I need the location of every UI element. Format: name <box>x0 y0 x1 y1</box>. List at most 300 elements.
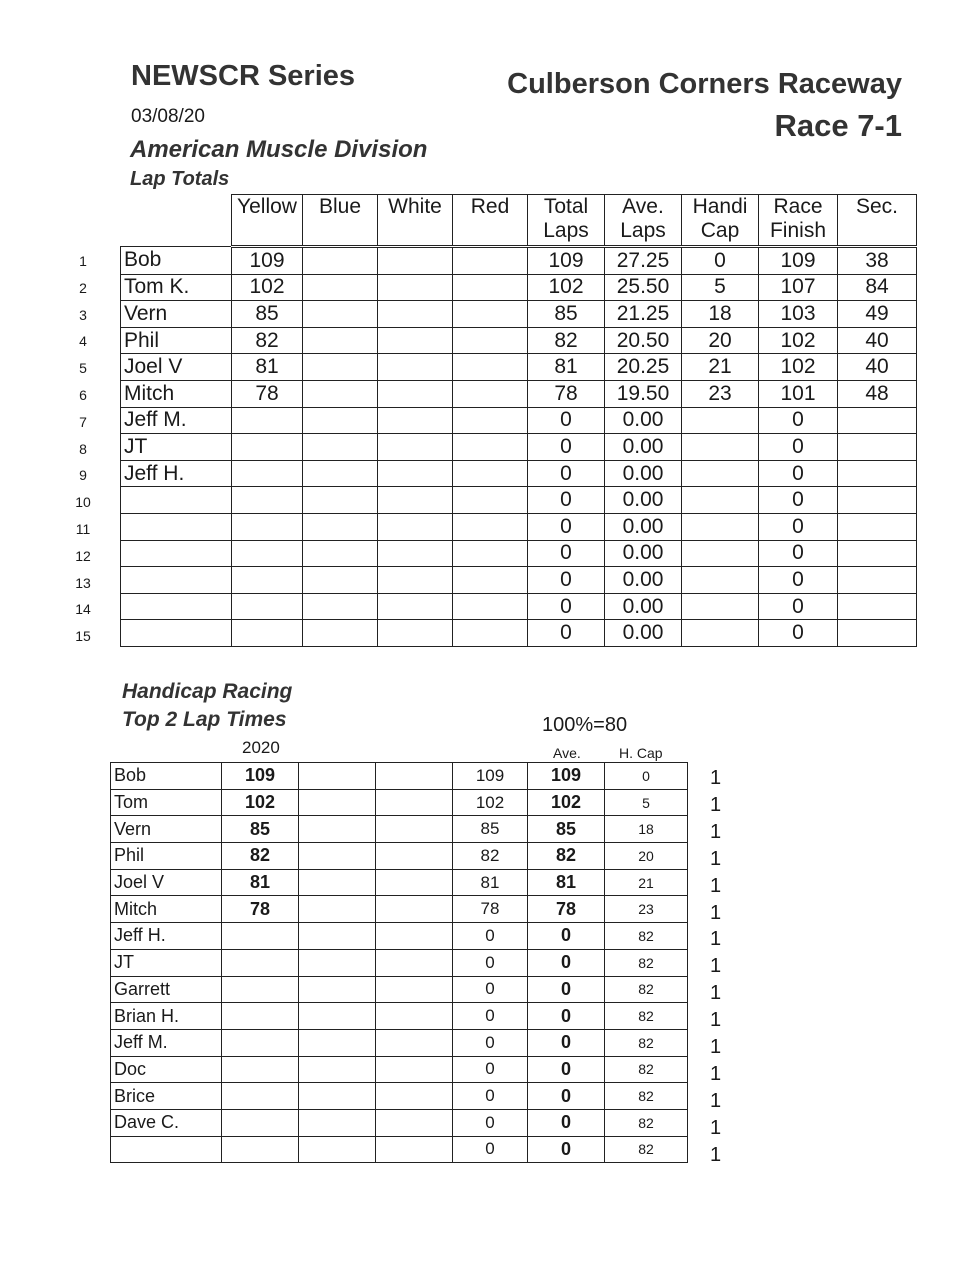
column-header <box>605 195 682 247</box>
cell-empty <box>376 1003 453 1030</box>
cell-ave: 0.00 <box>605 620 682 647</box>
cell-sec <box>838 407 917 434</box>
cell-hcap: 82 <box>605 1083 688 1110</box>
count-value: 1 <box>710 1116 722 1139</box>
cell-ave: 0.00 <box>605 487 682 514</box>
cell-blue <box>303 301 378 328</box>
cell-finish: 109 <box>759 247 838 275</box>
count-value: 1 <box>710 982 722 1005</box>
cell-hcap: 5 <box>605 789 688 816</box>
cell-finish: 0 <box>759 593 838 620</box>
cell-hcap: 20 <box>682 327 759 354</box>
cell-white <box>378 274 453 301</box>
cell-red <box>453 460 528 487</box>
table-row <box>121 567 917 594</box>
cell-name: Brian H. <box>111 1003 222 1030</box>
table-row <box>111 896 688 923</box>
cell-red <box>453 274 528 301</box>
cell-name <box>121 540 232 567</box>
cell-hcap <box>682 460 759 487</box>
cell-yellow <box>232 567 303 594</box>
cell-red <box>453 513 528 540</box>
cell-total: 0 <box>528 407 605 434</box>
row-number: 6 <box>79 387 87 403</box>
cell-hcap <box>682 487 759 514</box>
cell-total: 0 <box>528 434 605 461</box>
cell-blue <box>303 354 378 381</box>
cell-total: 0 <box>453 1029 528 1056</box>
cell-red <box>453 247 528 275</box>
cell-empty <box>376 843 453 870</box>
cell-empty <box>376 1083 453 1110</box>
cell-name: Jeff M. <box>121 407 232 434</box>
cell-hcap <box>682 407 759 434</box>
cell-ave: 25.50 <box>605 274 682 301</box>
cell-finish: 0 <box>759 460 838 487</box>
cell-name <box>121 487 232 514</box>
column-header-line1: Race <box>773 195 823 218</box>
row-number: 9 <box>79 467 87 484</box>
cell-sec <box>838 593 917 620</box>
row-number: 2 <box>79 279 87 296</box>
column-header <box>682 195 759 247</box>
cell-name: Jeff H. <box>111 923 222 950</box>
cell-total: 102 <box>453 789 528 816</box>
table-row <box>111 816 688 843</box>
cell-empty <box>299 976 376 1003</box>
cell-yellow: 81 <box>232 354 303 381</box>
cell-red <box>453 407 528 434</box>
cell-ave: 0.00 <box>605 567 682 594</box>
cell-white <box>378 434 453 461</box>
cell-empty <box>299 843 376 870</box>
cell-name: Bob <box>121 247 232 275</box>
cell-yr <box>222 1056 299 1083</box>
count-value: 1 <box>710 1089 722 1112</box>
cell-empty <box>299 923 376 950</box>
count-value: 1 <box>710 1036 722 1058</box>
cell-sec: 40 <box>838 327 917 354</box>
cell-hcap <box>682 540 759 567</box>
cell-ave: 0 <box>528 1109 605 1136</box>
cell-yellow <box>232 620 303 647</box>
table-row <box>121 620 917 647</box>
cell-total: 0 <box>528 540 605 567</box>
cell-hcap <box>682 593 759 620</box>
cell-ave: 0 <box>528 1136 605 1163</box>
cell-total: 0 <box>453 923 528 950</box>
cell-hcap <box>682 567 759 594</box>
cell-total: 0 <box>453 1083 528 1110</box>
cell-empty <box>299 816 376 843</box>
cell-hcap: 82 <box>605 976 688 1003</box>
table-row <box>111 1136 688 1163</box>
cell-total: 109 <box>453 763 528 790</box>
cell-white <box>378 593 453 620</box>
cell-name: Dave C. <box>111 1109 222 1136</box>
cell-yellow <box>232 540 303 567</box>
cell-finish: 101 <box>759 380 838 407</box>
cell-blue <box>303 567 378 594</box>
cell-empty <box>376 1029 453 1056</box>
name-column-header <box>121 195 232 247</box>
cell-name <box>121 593 232 620</box>
track-name: Culberson Corners Raceway <box>507 68 902 100</box>
cell-total: 102 <box>528 274 605 301</box>
series-title: NEWSCR Series <box>131 60 356 92</box>
cell-yr <box>222 1029 299 1056</box>
division-title: American Muscle Division <box>130 136 428 163</box>
cell-yellow <box>232 434 303 461</box>
cell-name <box>121 567 232 594</box>
table-row <box>121 540 917 567</box>
cell-name: Joel V <box>111 869 222 896</box>
cell-name: Phil <box>111 843 222 870</box>
year-label: 2020 <box>242 738 280 757</box>
cell-hcap: 0 <box>682 247 759 275</box>
cell-ave: 27.25 <box>605 247 682 275</box>
cell-total: 81 <box>528 354 605 381</box>
cell-empty <box>299 763 376 790</box>
column-header-line1: Red <box>470 195 510 218</box>
cell-white <box>378 354 453 381</box>
cell-name: Tom <box>111 789 222 816</box>
cell-total: 78 <box>528 380 605 407</box>
table-row <box>121 301 917 328</box>
cell-hcap <box>682 434 759 461</box>
cell-name: Mitch <box>111 896 222 923</box>
cell-total: 0 <box>453 1136 528 1163</box>
cell-hcap: 0 <box>605 763 688 790</box>
count-value: 1 <box>710 955 722 978</box>
column-header <box>232 195 303 247</box>
cell-sec: 38 <box>838 247 917 275</box>
count-value: 1 <box>710 847 722 870</box>
cell-sec <box>838 434 917 461</box>
column-header-line2: Finish <box>769 219 827 242</box>
table-row <box>111 843 688 870</box>
cell-yr <box>222 923 299 950</box>
cell-name: JT <box>121 434 232 461</box>
hcap-label: H. Cap <box>619 745 663 761</box>
column-header <box>838 195 917 247</box>
count-value: 1 <box>710 1143 722 1166</box>
cell-name <box>111 1136 222 1163</box>
cell-finish: 0 <box>759 567 838 594</box>
table-row <box>121 434 917 461</box>
table-row <box>121 247 917 275</box>
cell-total: 0 <box>528 487 605 514</box>
row-number: 10 <box>75 494 91 511</box>
cell-sec <box>838 513 917 540</box>
cell-total: 109 <box>528 247 605 275</box>
cell-finish: 0 <box>759 540 838 567</box>
percent-note: 100%=80 <box>542 714 628 736</box>
cell-yellow: 102 <box>232 274 303 301</box>
cell-sec: 48 <box>838 380 917 407</box>
cell-empty <box>376 1136 453 1163</box>
cell-hcap: 23 <box>682 380 759 407</box>
cell-empty <box>376 976 453 1003</box>
table-row <box>111 1083 688 1110</box>
cell-ave: 0.00 <box>605 460 682 487</box>
cell-sec: 40 <box>838 354 917 381</box>
cell-total: 0 <box>453 1003 528 1030</box>
cell-sec <box>838 540 917 567</box>
cell-name: Brice <box>111 1083 222 1110</box>
cell-empty <box>376 1056 453 1083</box>
cell-red <box>453 434 528 461</box>
cell-hcap: 18 <box>605 816 688 843</box>
cell-ave: 0 <box>528 1083 605 1110</box>
row-number: 13 <box>75 574 91 591</box>
table-row <box>111 976 688 1003</box>
cell-ave: 19.50 <box>605 380 682 407</box>
cell-blue <box>303 460 378 487</box>
row-number: 12 <box>75 547 91 564</box>
cell-yr: 109 <box>222 763 299 790</box>
cell-ave: 82 <box>528 843 605 870</box>
cell-blue <box>303 487 378 514</box>
column-header-line2: Laps <box>620 219 666 242</box>
cell-name <box>121 513 232 540</box>
cell-blue <box>303 513 378 540</box>
cell-white <box>378 247 453 275</box>
column-header-line1: White <box>388 195 442 218</box>
count-value: 1 <box>710 793 722 816</box>
cell-white <box>378 487 453 514</box>
cell-name: Phil <box>121 327 232 354</box>
cell-name <box>121 620 232 647</box>
row-number: 11 <box>75 521 91 537</box>
cell-red <box>453 540 528 567</box>
cell-yr: 85 <box>222 816 299 843</box>
table-row <box>111 763 688 790</box>
table-row <box>111 1029 688 1056</box>
cell-red <box>453 380 528 407</box>
cell-yr <box>222 949 299 976</box>
cell-total: 0 <box>528 513 605 540</box>
cell-total: 0 <box>453 1056 528 1083</box>
top-lap-times-title: Top 2 Lap Times <box>122 708 287 731</box>
cell-hcap: 82 <box>605 1109 688 1136</box>
handicap-table <box>110 762 688 1163</box>
cell-sec: 84 <box>838 274 917 301</box>
cell-blue <box>303 274 378 301</box>
cell-finish: 102 <box>759 327 838 354</box>
cell-ave: 85 <box>528 816 605 843</box>
cell-empty <box>299 869 376 896</box>
cell-red <box>453 487 528 514</box>
cell-yellow: 82 <box>232 327 303 354</box>
column-header <box>378 195 453 247</box>
cell-yellow <box>232 487 303 514</box>
cell-blue <box>303 380 378 407</box>
table-row <box>111 949 688 976</box>
cell-sec: 49 <box>838 301 917 328</box>
cell-white <box>378 567 453 594</box>
cell-ave: 0 <box>528 976 605 1003</box>
table-row <box>111 1003 688 1030</box>
ave-label: Ave. <box>553 745 581 761</box>
cell-sec <box>838 620 917 647</box>
cell-total: 82 <box>453 843 528 870</box>
cell-blue <box>303 247 378 275</box>
cell-hcap: 82 <box>605 923 688 950</box>
cell-white <box>378 327 453 354</box>
cell-empty <box>376 923 453 950</box>
cell-total: 0 <box>453 949 528 976</box>
cell-name: Mitch <box>121 380 232 407</box>
column-header-line1: Blue <box>318 195 362 218</box>
row-number: 7 <box>79 413 87 430</box>
cell-name: JT <box>111 949 222 976</box>
cell-empty <box>376 869 453 896</box>
cell-finish: 0 <box>759 407 838 434</box>
cell-empty <box>376 896 453 923</box>
row-number: 4 <box>79 333 87 350</box>
race-date: 03/08/20 <box>131 106 205 127</box>
cell-finish: 0 <box>759 620 838 647</box>
cell-finish: 107 <box>759 274 838 301</box>
table-row <box>121 274 917 301</box>
cell-red <box>453 620 528 647</box>
cell-hcap: 82 <box>605 1136 688 1163</box>
cell-yr: 81 <box>222 869 299 896</box>
cell-blue <box>303 327 378 354</box>
column-header <box>528 195 605 247</box>
table-row <box>121 327 917 354</box>
row-number: 14 <box>75 601 91 618</box>
cell-hcap: 82 <box>605 1056 688 1083</box>
cell-name: Garrett <box>111 976 222 1003</box>
row-number: 5 <box>79 360 87 377</box>
handicap-racing-title: Handicap Racing <box>122 680 293 703</box>
count-value: 1 <box>710 928 722 951</box>
count-value: 1 <box>710 1009 722 1032</box>
cell-total: 82 <box>528 327 605 354</box>
table-row <box>111 1056 688 1083</box>
cell-name: Tom K. <box>121 274 232 301</box>
cell-ave: 78 <box>528 896 605 923</box>
cell-empty <box>299 1056 376 1083</box>
cell-ave: 102 <box>528 789 605 816</box>
row-number: 1 <box>79 253 87 269</box>
cell-ave: 21.25 <box>605 301 682 328</box>
race-number: Race 7-1 <box>774 108 902 143</box>
count-value: 1 <box>710 820 722 843</box>
table-row <box>111 923 688 950</box>
column-header <box>759 195 838 247</box>
cell-name: Vern <box>121 301 232 328</box>
cell-total: 0 <box>528 567 605 594</box>
table-row <box>121 593 917 620</box>
table-row <box>111 1109 688 1136</box>
cell-yr <box>222 1136 299 1163</box>
count-value: 1 <box>710 874 722 897</box>
column-header <box>453 195 528 247</box>
count-value: 1 <box>710 767 722 789</box>
cell-hcap: 5 <box>682 274 759 301</box>
cell-ave: 0 <box>528 1003 605 1030</box>
cell-red <box>453 567 528 594</box>
row-number: 3 <box>79 306 87 323</box>
cell-empty <box>376 1109 453 1136</box>
table-row <box>121 407 917 434</box>
cell-hcap: 82 <box>605 949 688 976</box>
cell-ave: 0.00 <box>605 434 682 461</box>
cell-hcap <box>682 513 759 540</box>
table-row <box>121 380 917 407</box>
cell-empty <box>376 763 453 790</box>
column-header-line2: Laps <box>543 219 589 242</box>
cell-yr: 102 <box>222 789 299 816</box>
cell-yellow: 78 <box>232 380 303 407</box>
cell-sec <box>838 460 917 487</box>
cell-ave: 20.25 <box>605 354 682 381</box>
cell-empty <box>299 1083 376 1110</box>
cell-hcap: 18 <box>682 301 759 328</box>
column-header-line1: Handi <box>692 195 748 218</box>
cell-total: 0 <box>453 1109 528 1136</box>
cell-red <box>453 593 528 620</box>
cell-hcap: 21 <box>605 869 688 896</box>
cell-total: 0 <box>528 460 605 487</box>
cell-blue <box>303 540 378 567</box>
cell-red <box>453 354 528 381</box>
cell-name: Bob <box>111 763 222 790</box>
cell-name: Doc <box>111 1056 222 1083</box>
cell-empty <box>299 896 376 923</box>
cell-yellow <box>232 593 303 620</box>
cell-blue <box>303 407 378 434</box>
column-header <box>303 195 378 247</box>
cell-hcap: 23 <box>605 896 688 923</box>
lap-totals-header-row <box>121 195 917 247</box>
table-row <box>111 789 688 816</box>
cell-white <box>378 407 453 434</box>
cell-empty <box>299 1109 376 1136</box>
cell-finish: 0 <box>759 513 838 540</box>
cell-empty <box>299 1136 376 1163</box>
cell-ave: 0.00 <box>605 407 682 434</box>
cell-white <box>378 460 453 487</box>
cell-name: Vern <box>111 816 222 843</box>
cell-finish: 0 <box>759 487 838 514</box>
cell-white <box>378 620 453 647</box>
cell-yr <box>222 1083 299 1110</box>
count-value: 1 <box>710 1062 722 1085</box>
cell-white <box>378 540 453 567</box>
cell-red <box>453 327 528 354</box>
cell-white <box>378 513 453 540</box>
cell-name: Jeff M. <box>111 1029 222 1056</box>
cell-empty <box>299 949 376 976</box>
cell-ave: 0 <box>528 949 605 976</box>
cell-yr <box>222 1003 299 1030</box>
cell-empty <box>376 789 453 816</box>
cell-empty <box>299 789 376 816</box>
cell-empty <box>376 816 453 843</box>
cell-name: Joel V <box>121 354 232 381</box>
cell-hcap: 82 <box>605 1003 688 1030</box>
table-row <box>111 869 688 896</box>
cell-blue <box>303 593 378 620</box>
cell-total: 78 <box>453 896 528 923</box>
cell-ave: 20.50 <box>605 327 682 354</box>
cell-white <box>378 380 453 407</box>
count-value: 1 <box>710 901 722 924</box>
